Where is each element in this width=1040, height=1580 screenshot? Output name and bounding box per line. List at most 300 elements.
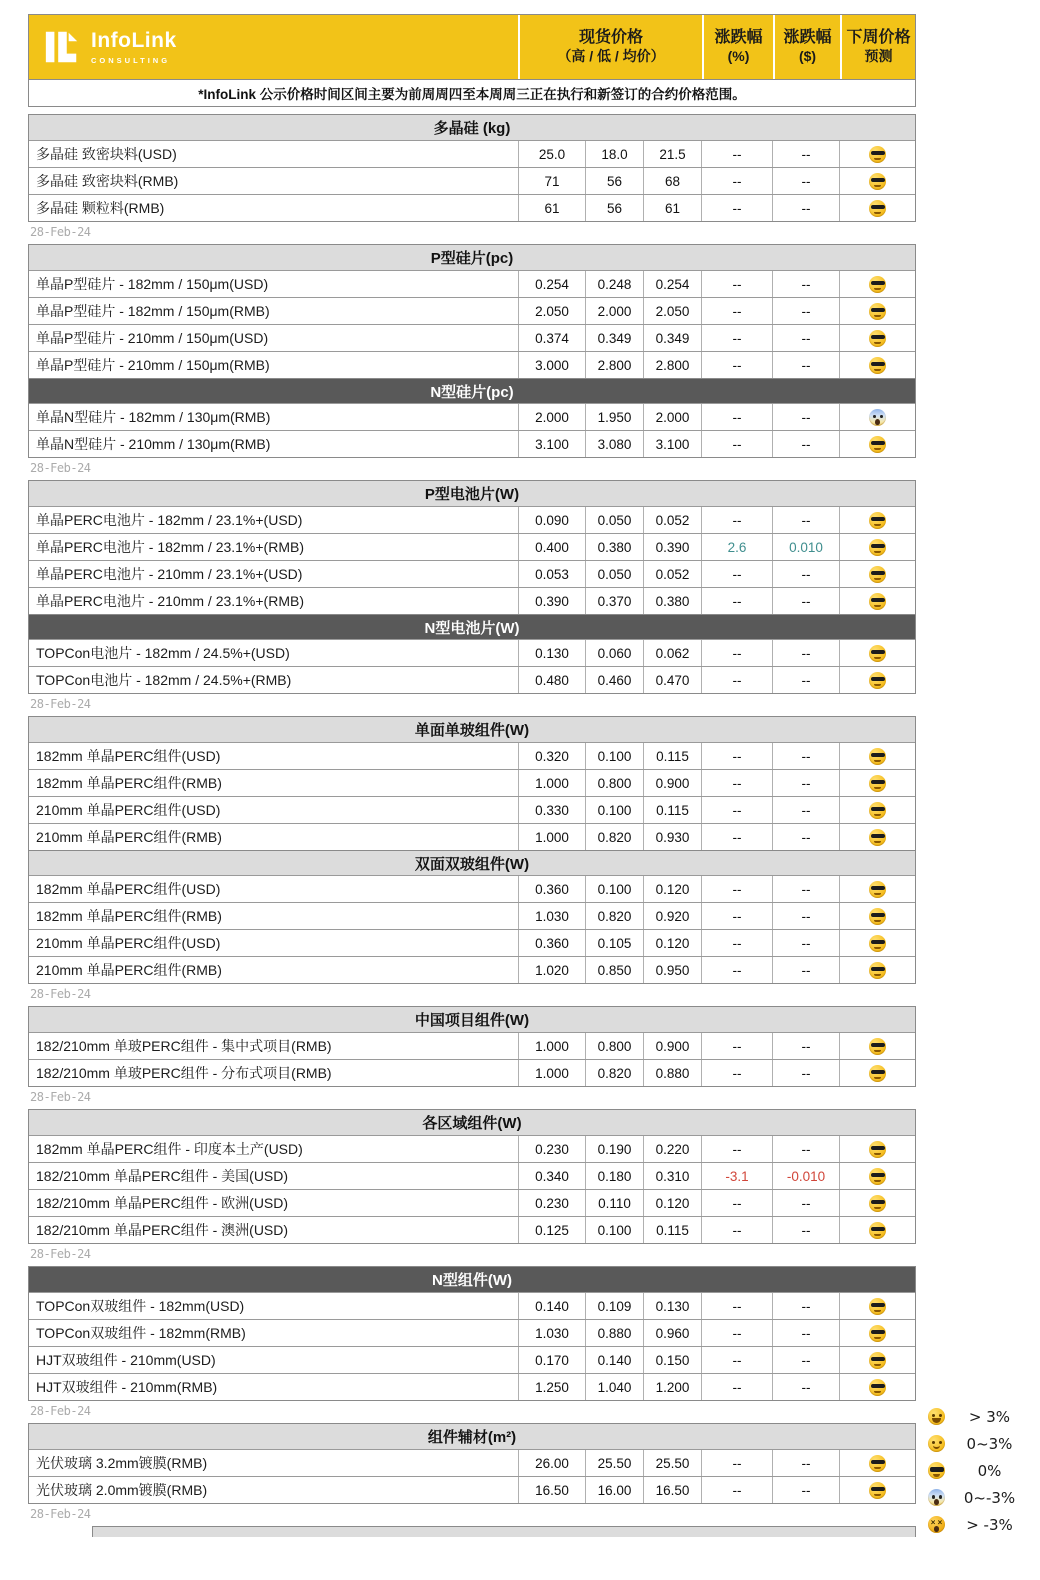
change-pct: -- bbox=[701, 1217, 772, 1243]
forecast-cell bbox=[839, 640, 915, 666]
product-name: 210mm 单晶PERC组件(USD) bbox=[36, 802, 221, 818]
price-high: 1.020 bbox=[518, 957, 585, 983]
column-header-spot-price bbox=[518, 15, 702, 79]
legend-label: 0% bbox=[977, 1461, 1002, 1480]
product-name: TOPCon双玻组件 - 182mm(USD) bbox=[36, 1298, 245, 1314]
table-row bbox=[29, 140, 915, 167]
change-pct: -- bbox=[701, 1293, 772, 1319]
sunglasses-face-icon bbox=[869, 802, 886, 819]
sunglasses-face-icon bbox=[869, 1325, 886, 1342]
forecast-cell bbox=[839, 1060, 915, 1086]
sunglasses-face-icon bbox=[869, 908, 886, 925]
product-name: 182/210mm 单晶PERC组件 - 美国(USD) bbox=[36, 1168, 289, 1184]
price-high: 0.125 bbox=[518, 1217, 585, 1243]
change-pct: -- bbox=[701, 930, 772, 956]
section-date: 28-Feb-24 bbox=[30, 697, 91, 711]
table-row bbox=[29, 403, 915, 430]
price-high: 0.390 bbox=[518, 588, 585, 614]
price-avg: 0.115 bbox=[643, 1217, 701, 1243]
legend-item bbox=[922, 1430, 1034, 1457]
change-abs: -- bbox=[772, 1320, 839, 1346]
forecast-cell bbox=[839, 352, 915, 378]
price-low: 0.800 bbox=[585, 1033, 643, 1059]
legend-item bbox=[922, 1403, 1034, 1430]
table-row bbox=[29, 956, 915, 983]
price-low: 0.050 bbox=[585, 561, 643, 587]
sunglasses-face-icon bbox=[869, 775, 886, 792]
price-avg: 0.880 bbox=[643, 1060, 701, 1086]
price-low: 0.880 bbox=[585, 1320, 643, 1346]
price-high: 71 bbox=[518, 168, 585, 194]
change-pct: -- bbox=[701, 903, 772, 929]
sunglasses-face-icon bbox=[869, 436, 886, 453]
sunglasses-face-icon bbox=[869, 146, 886, 163]
table-row bbox=[29, 297, 915, 324]
product-name: 182/210mm 单晶PERC组件 - 欧洲(USD) bbox=[36, 1195, 289, 1211]
price-high: 0.400 bbox=[518, 534, 585, 560]
sunglasses-face-icon bbox=[869, 1455, 886, 1472]
price-avg: 0.120 bbox=[643, 876, 701, 902]
price-low: 3.080 bbox=[585, 431, 643, 457]
brand-subtitle: CONSULTING bbox=[91, 56, 171, 66]
sunglasses-face-icon bbox=[869, 1298, 886, 1315]
price-high: 2.000 bbox=[518, 404, 585, 430]
price-high: 3.000 bbox=[518, 352, 585, 378]
forecast-cell bbox=[839, 667, 915, 693]
price-high: 0.170 bbox=[518, 1347, 585, 1373]
section-header: 各区域组件(W) bbox=[29, 1110, 915, 1135]
disclaimer-note: *InfoLink 公示价格时间区间主要为前周周四至本周周三正在执行和新签订的合约价格范围。 bbox=[29, 79, 915, 106]
sunglasses-face-icon bbox=[869, 962, 886, 979]
sunglasses-face-icon bbox=[869, 935, 886, 952]
section-block bbox=[28, 1266, 916, 1401]
table-row bbox=[29, 823, 915, 850]
section-header: 双面双玻组件(W) bbox=[29, 850, 915, 875]
table-row bbox=[29, 430, 915, 457]
product-name: 单晶P型硅片 - 182mm / 150μm(USD) bbox=[36, 276, 269, 292]
price-high: 1.000 bbox=[518, 1060, 585, 1086]
price-low: 0.050 bbox=[585, 507, 643, 533]
product-name: 182mm 单晶PERC组件(USD) bbox=[36, 881, 221, 897]
sunglasses-face-icon bbox=[869, 1482, 886, 1499]
sunglasses-face-icon bbox=[869, 357, 886, 374]
change-abs: -- bbox=[772, 1477, 839, 1503]
forecast-cell bbox=[839, 195, 915, 221]
price-high: 0.480 bbox=[518, 667, 585, 693]
product-name: 单晶N型硅片 - 210mm / 130μm(RMB) bbox=[36, 436, 271, 452]
price-high: 0.090 bbox=[518, 507, 585, 533]
legend-item bbox=[922, 1457, 1034, 1484]
forecast-cell bbox=[839, 431, 915, 457]
change-abs: -- bbox=[772, 743, 839, 769]
sunglasses-face-icon bbox=[869, 1195, 886, 1212]
dizzy-face-icon bbox=[928, 1516, 945, 1533]
section-header: N型组件(W) bbox=[29, 1267, 915, 1292]
change-pct: -- bbox=[701, 404, 772, 430]
product-name: 光伏玻璃 3.2mm镀膜(RMB) bbox=[36, 1455, 208, 1471]
product-name: 182/210mm 单玻PERC组件 - 分布式项目(RMB) bbox=[36, 1065, 332, 1081]
legend-label: 0~-3% bbox=[963, 1488, 1016, 1507]
forecast-cell bbox=[839, 1450, 915, 1476]
forecast-legend bbox=[922, 1403, 1034, 1538]
section-date: 28-Feb-24 bbox=[30, 225, 91, 239]
price-avg: 0.310 bbox=[643, 1163, 701, 1189]
change-pct: -- bbox=[701, 588, 772, 614]
section-date: 28-Feb-24 bbox=[30, 1404, 91, 1418]
price-high: 0.130 bbox=[518, 640, 585, 666]
logo-text bbox=[91, 28, 177, 66]
price-avg: 0.960 bbox=[643, 1320, 701, 1346]
sunglasses-face-icon bbox=[869, 173, 886, 190]
scream-face-icon bbox=[928, 1489, 945, 1506]
forecast-cell bbox=[839, 1163, 915, 1189]
product-name: HJT双玻组件 - 210mm(RMB) bbox=[36, 1379, 218, 1395]
change-abs: -- bbox=[772, 667, 839, 693]
table-row bbox=[29, 533, 915, 560]
section-date: 28-Feb-24 bbox=[30, 461, 91, 475]
product-name: 光伏玻璃 2.0mm镀膜(RMB) bbox=[36, 1482, 208, 1498]
section-block bbox=[28, 1109, 916, 1244]
sunglasses-face-icon bbox=[869, 1379, 886, 1396]
table-row bbox=[29, 666, 915, 693]
section-date: 28-Feb-24 bbox=[30, 1247, 91, 1261]
section-header: 多晶硅 (kg) bbox=[29, 115, 915, 140]
brand-name: InfoLink bbox=[91, 29, 177, 53]
change-pct: -- bbox=[701, 1033, 772, 1059]
price-low: 0.140 bbox=[585, 1347, 643, 1373]
price-avg: 0.470 bbox=[643, 667, 701, 693]
change-abs: -0.010 bbox=[772, 1163, 839, 1189]
change-pct: -- bbox=[701, 271, 772, 297]
change-pct: -- bbox=[701, 1347, 772, 1373]
change-pct: -- bbox=[701, 1136, 772, 1162]
price-avg: 0.254 bbox=[643, 271, 701, 297]
forecast-cell bbox=[839, 141, 915, 167]
legend-item bbox=[922, 1484, 1034, 1511]
table-row bbox=[29, 929, 915, 956]
logo-cell bbox=[29, 15, 518, 79]
change-abs: -- bbox=[772, 298, 839, 324]
table-row bbox=[29, 1135, 915, 1162]
forecast-cell bbox=[839, 561, 915, 587]
price-avg: 0.349 bbox=[643, 325, 701, 351]
sunglasses-face-icon bbox=[869, 881, 886, 898]
table-row bbox=[29, 194, 915, 221]
sunglasses-face-icon bbox=[869, 512, 886, 529]
change-pct: -- bbox=[701, 1320, 772, 1346]
sunglasses-face-icon bbox=[869, 1038, 886, 1055]
sunglasses-face-icon bbox=[869, 1065, 886, 1082]
price-avg: 0.380 bbox=[643, 588, 701, 614]
forecast-label: 下周价格 bbox=[846, 29, 911, 47]
change-abs: -- bbox=[772, 1060, 839, 1086]
price-high: 0.254 bbox=[518, 271, 585, 297]
forecast-cell bbox=[839, 1477, 915, 1503]
change-pct-label: 涨跌幅 bbox=[714, 29, 763, 47]
price-avg: 0.920 bbox=[643, 903, 701, 929]
table-row bbox=[29, 1319, 915, 1346]
sunglasses-face-icon bbox=[869, 1168, 886, 1185]
sunglasses-face-icon bbox=[869, 1352, 886, 1369]
change-abs: -- bbox=[772, 770, 839, 796]
price-high: 1.000 bbox=[518, 770, 585, 796]
change-pct: -- bbox=[701, 298, 772, 324]
change-abs: -- bbox=[772, 903, 839, 929]
change-pct: -- bbox=[701, 876, 772, 902]
sunglasses-face-icon bbox=[869, 330, 886, 347]
product-name: 单晶P型硅片 - 210mm / 150μm(RMB) bbox=[36, 357, 270, 373]
table-body bbox=[28, 114, 916, 1526]
price-avg: 0.120 bbox=[643, 1190, 701, 1216]
price-avg: 0.390 bbox=[643, 534, 701, 560]
forecast-cell bbox=[839, 770, 915, 796]
price-high: 3.100 bbox=[518, 431, 585, 457]
change-abs: -- bbox=[772, 325, 839, 351]
product-name: 182/210mm 单玻PERC组件 - 集中式项目(RMB) bbox=[36, 1038, 332, 1054]
forecast-cell bbox=[839, 168, 915, 194]
sunglasses-face-icon bbox=[869, 200, 886, 217]
price-high: 0.330 bbox=[518, 797, 585, 823]
change-pct: -- bbox=[701, 640, 772, 666]
section-block bbox=[28, 480, 916, 694]
sunglasses-face-icon bbox=[869, 276, 886, 293]
product-name: 210mm 单晶PERC组件(USD) bbox=[36, 935, 221, 951]
table-row bbox=[29, 1449, 915, 1476]
column-header-change-usd bbox=[773, 15, 840, 79]
table-header-block bbox=[28, 14, 916, 107]
product-name: 多晶硅 致密块料(RMB) bbox=[36, 173, 179, 189]
spot-price-sublabel: （高 / 低 / 均价） bbox=[557, 48, 665, 65]
price-avg: 0.120 bbox=[643, 930, 701, 956]
product-name: 单晶PERC电池片 - 182mm / 23.1%+(RMB) bbox=[36, 539, 304, 555]
product-name: TOPCon电池片 - 182mm / 24.5%+(USD) bbox=[36, 645, 290, 661]
sunglasses-face-icon bbox=[869, 672, 886, 689]
header-row bbox=[29, 15, 915, 79]
change-pct: -- bbox=[701, 168, 772, 194]
column-header-change-pct bbox=[702, 15, 773, 79]
change-abs: -- bbox=[772, 352, 839, 378]
smile-face-icon bbox=[928, 1435, 945, 1452]
price-high: 1.000 bbox=[518, 824, 585, 850]
product-name: 单晶P型硅片 - 210mm / 150μm(USD) bbox=[36, 330, 269, 346]
forecast-cell bbox=[839, 588, 915, 614]
product-name: TOPCon电池片 - 182mm / 24.5%+(RMB) bbox=[36, 672, 292, 688]
product-name: 多晶硅 颗粒料(RMB) bbox=[36, 200, 165, 216]
table-row bbox=[29, 1346, 915, 1373]
price-avg: 16.50 bbox=[643, 1477, 701, 1503]
change-abs: -- bbox=[772, 930, 839, 956]
table-row bbox=[29, 1162, 915, 1189]
forecast-cell bbox=[839, 404, 915, 430]
price-avg: 1.200 bbox=[643, 1374, 701, 1400]
price-low: 0.100 bbox=[585, 743, 643, 769]
change-pct: -- bbox=[701, 1477, 772, 1503]
infolink-logo-icon bbox=[43, 30, 81, 64]
change-pct: -- bbox=[701, 797, 772, 823]
change-pct: -- bbox=[701, 431, 772, 457]
forecast-cell bbox=[839, 1347, 915, 1373]
sunglasses-face-icon bbox=[869, 1222, 886, 1239]
forecast-cell bbox=[839, 298, 915, 324]
price-avg: 0.130 bbox=[643, 1293, 701, 1319]
forecast-cell bbox=[839, 1374, 915, 1400]
section-block bbox=[28, 244, 916, 458]
price-low: 56 bbox=[585, 195, 643, 221]
change-usd-label: 涨跌幅 bbox=[783, 29, 832, 47]
change-pct: -- bbox=[701, 325, 772, 351]
price-low: 0.460 bbox=[585, 667, 643, 693]
forecast-cell bbox=[839, 1293, 915, 1319]
change-abs: -- bbox=[772, 1450, 839, 1476]
table-row bbox=[29, 902, 915, 929]
sunglasses-face-icon bbox=[869, 748, 886, 765]
price-low: 0.820 bbox=[585, 824, 643, 850]
product-name: 多晶硅 致密块料(USD) bbox=[36, 146, 177, 162]
table-row bbox=[29, 587, 915, 614]
product-name: 182mm 单晶PERC组件(RMB) bbox=[36, 775, 222, 791]
price-low: 0.060 bbox=[585, 640, 643, 666]
change-pct: -- bbox=[701, 824, 772, 850]
price-avg: 0.900 bbox=[643, 770, 701, 796]
price-high: 61 bbox=[518, 195, 585, 221]
product-name: 单晶N型硅片 - 182mm / 130μm(RMB) bbox=[36, 409, 271, 425]
change-abs: -- bbox=[772, 824, 839, 850]
change-pct: -- bbox=[701, 667, 772, 693]
price-low: 0.100 bbox=[585, 876, 643, 902]
change-abs: 0.010 bbox=[772, 534, 839, 560]
section-header: 单面单玻组件(W) bbox=[29, 717, 915, 742]
price-high: 0.374 bbox=[518, 325, 585, 351]
price-low: 0.100 bbox=[585, 797, 643, 823]
price-low: 0.349 bbox=[585, 325, 643, 351]
price-low: 0.105 bbox=[585, 930, 643, 956]
price-avg: 3.100 bbox=[643, 431, 701, 457]
product-name: HJT双玻组件 - 210mm(USD) bbox=[36, 1352, 216, 1368]
change-abs: -- bbox=[772, 1347, 839, 1373]
price-low: 2.800 bbox=[585, 352, 643, 378]
product-name: 182mm 单晶PERC组件(USD) bbox=[36, 748, 221, 764]
section-date: 28-Feb-24 bbox=[30, 1090, 91, 1104]
change-abs: -- bbox=[772, 1033, 839, 1059]
price-avg: 25.50 bbox=[643, 1450, 701, 1476]
table-row bbox=[29, 270, 915, 297]
price-avg: 0.950 bbox=[643, 957, 701, 983]
price-high: 0.230 bbox=[518, 1190, 585, 1216]
change-abs: -- bbox=[772, 1293, 839, 1319]
price-avg: 21.5 bbox=[643, 141, 701, 167]
spot-price-label: 现货价格 bbox=[578, 29, 643, 47]
forecast-cell bbox=[839, 534, 915, 560]
column-header-forecast bbox=[840, 15, 915, 79]
price-table bbox=[28, 14, 916, 1537]
change-pct: -- bbox=[701, 1190, 772, 1216]
change-abs: -- bbox=[772, 168, 839, 194]
sunglasses-face-icon bbox=[869, 645, 886, 662]
change-pct: -- bbox=[701, 1374, 772, 1400]
table-row bbox=[29, 769, 915, 796]
price-low: 0.380 bbox=[585, 534, 643, 560]
legend-label: > 3% bbox=[968, 1407, 1011, 1426]
change-abs: -- bbox=[772, 561, 839, 587]
scream-face-icon bbox=[869, 409, 886, 426]
section-date: 28-Feb-24 bbox=[30, 987, 91, 1001]
price-high: 0.230 bbox=[518, 1136, 585, 1162]
sunglasses-face-icon bbox=[869, 539, 886, 556]
product-name: 182/210mm 单晶PERC组件 - 澳洲(USD) bbox=[36, 1222, 289, 1238]
table-row bbox=[29, 875, 915, 902]
table-row bbox=[29, 1292, 915, 1319]
price-avg: 0.900 bbox=[643, 1033, 701, 1059]
price-high: 26.00 bbox=[518, 1450, 585, 1476]
price-low: 0.820 bbox=[585, 903, 643, 929]
table-row bbox=[29, 167, 915, 194]
price-low: 0.850 bbox=[585, 957, 643, 983]
forecast-cell bbox=[839, 1033, 915, 1059]
forecast-sublabel: 预测 bbox=[864, 48, 893, 65]
section-date: 28-Feb-24 bbox=[30, 1507, 91, 1521]
change-pct: 2.6 bbox=[701, 534, 772, 560]
table-row bbox=[29, 1216, 915, 1243]
change-abs: -- bbox=[772, 141, 839, 167]
price-low: 25.50 bbox=[585, 1450, 643, 1476]
price-low: 0.800 bbox=[585, 770, 643, 796]
price-high: 1.030 bbox=[518, 1320, 585, 1346]
change-abs: -- bbox=[772, 640, 839, 666]
price-high: 2.050 bbox=[518, 298, 585, 324]
change-pct: -- bbox=[701, 352, 772, 378]
big-smile-face-icon bbox=[928, 1408, 945, 1425]
change-pct: -- bbox=[701, 770, 772, 796]
price-low: 0.248 bbox=[585, 271, 643, 297]
price-avg: 0.115 bbox=[643, 743, 701, 769]
change-abs: -- bbox=[772, 1136, 839, 1162]
product-name: 单晶P型硅片 - 182mm / 150μm(RMB) bbox=[36, 303, 270, 319]
sunglasses-face-icon bbox=[869, 1141, 886, 1158]
change-abs: -- bbox=[772, 876, 839, 902]
table-row bbox=[29, 1059, 915, 1086]
section-header: P型电池片(W) bbox=[29, 481, 915, 506]
forecast-cell bbox=[839, 1320, 915, 1346]
section-block bbox=[28, 1423, 916, 1504]
price-avg: 2.000 bbox=[643, 404, 701, 430]
price-high: 0.320 bbox=[518, 743, 585, 769]
price-avg: 0.062 bbox=[643, 640, 701, 666]
change-abs: -- bbox=[772, 1374, 839, 1400]
price-high: 0.340 bbox=[518, 1163, 585, 1189]
forecast-cell bbox=[839, 271, 915, 297]
forecast-cell bbox=[839, 876, 915, 902]
table-row bbox=[29, 742, 915, 769]
price-avg: 0.220 bbox=[643, 1136, 701, 1162]
price-low: 18.0 bbox=[585, 141, 643, 167]
change-usd-sublabel: ($) bbox=[798, 48, 817, 65]
table-row bbox=[29, 1373, 915, 1400]
price-low: 0.820 bbox=[585, 1060, 643, 1086]
change-pct-sublabel: (%) bbox=[727, 48, 750, 65]
change-pct: -- bbox=[701, 743, 772, 769]
price-avg: 0.052 bbox=[643, 561, 701, 587]
price-avg: 2.800 bbox=[643, 352, 701, 378]
legend-label: 0~3% bbox=[966, 1434, 1013, 1453]
section-block bbox=[28, 1006, 916, 1087]
price-avg: 68 bbox=[643, 168, 701, 194]
forecast-cell bbox=[839, 824, 915, 850]
change-pct: -- bbox=[701, 561, 772, 587]
forecast-cell bbox=[839, 930, 915, 956]
sunglasses-face-icon bbox=[869, 829, 886, 846]
change-abs: -- bbox=[772, 195, 839, 221]
price-avg: 61 bbox=[643, 195, 701, 221]
